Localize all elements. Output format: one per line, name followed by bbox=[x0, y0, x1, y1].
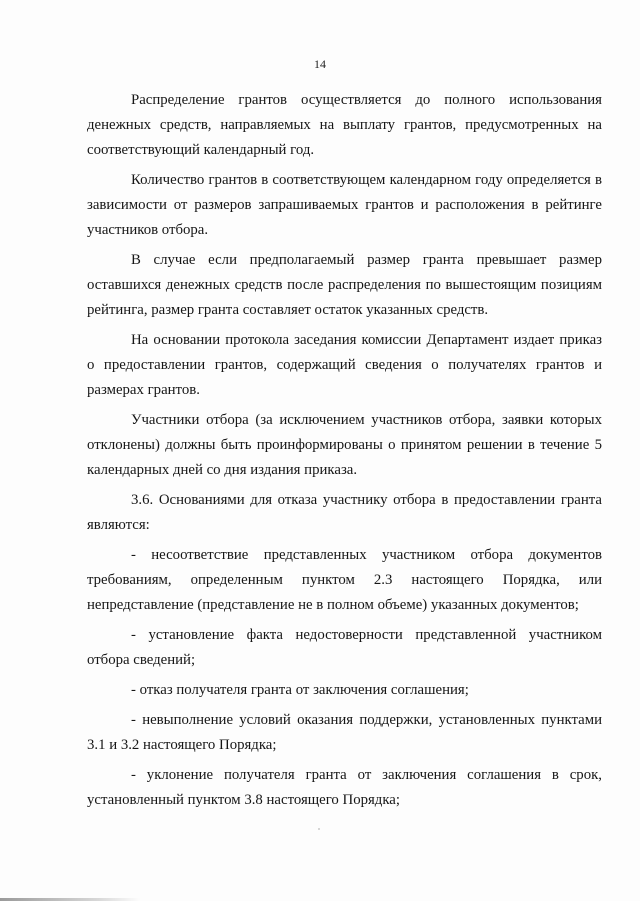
list-item-conditions-not-met: - невыполнение условий оказания поддержки, установленных пунктами 3.1 и 3.2 настоящего Порядка; bbox=[87, 712, 602, 753]
paragraph-department-order: На основании протокола заседания комиссии Департамент издает приказ о предоставлении грантов, содержащий сведения о получателях грантов и размерах грантов. bbox=[87, 332, 602, 398]
scan-speck bbox=[318, 828, 320, 830]
list-item-document-mismatch: - несоответствие представленных участником отбора документов требованиям, определенным пунктом 2.3 настоящего Порядка, или непредставление (представление не в полном объеме) указанных документов; bbox=[87, 547, 602, 613]
paragraph-participants-informed: Участники отбора (за исключением участников отбора, заявки которых отклонены) должны быть проинформированы о принятом решении в течение 5 календарных дней со дня издания приказа. bbox=[87, 412, 602, 478]
list-item-refusal-agreement: - отказ получателя гранта от заключения соглашения; bbox=[131, 682, 469, 698]
page-number: 14 bbox=[314, 57, 326, 71]
paragraph-grant-distribution: Распределение грантов осуществляется до полного использования денежных средств, направляемых на выплату грантов, предусмотренных на соответствующий календарный год. bbox=[87, 92, 602, 158]
list-item-unreliable-info: - установление факта недостоверности представленной участником отбора сведений; bbox=[87, 627, 602, 668]
paragraph-section-3-6: 3.6. Основаниями для отказа участнику отбора в предоставлении гранта являются: bbox=[87, 492, 602, 533]
document-body bbox=[87, 88, 602, 818]
paragraph-grant-count: Количество грантов в соответствующем календарном году определяется в зависимости от размеров запрашиваемых грантов и расположения в рейтинге участников отбора. bbox=[87, 172, 602, 238]
paragraph-grant-size-exceeds: В случае если предполагаемый размер гранта превышает размер оставшихся денежных средств после распределения по вышестоящим позициям рейтинга, размер гранта составляет остаток указанных средств. bbox=[87, 252, 602, 318]
list-item-evasion-agreement: - уклонение получателя гранта от заключения соглашения в срок, установленный пунктом 3.8 настоящего Порядка; bbox=[87, 767, 602, 808]
